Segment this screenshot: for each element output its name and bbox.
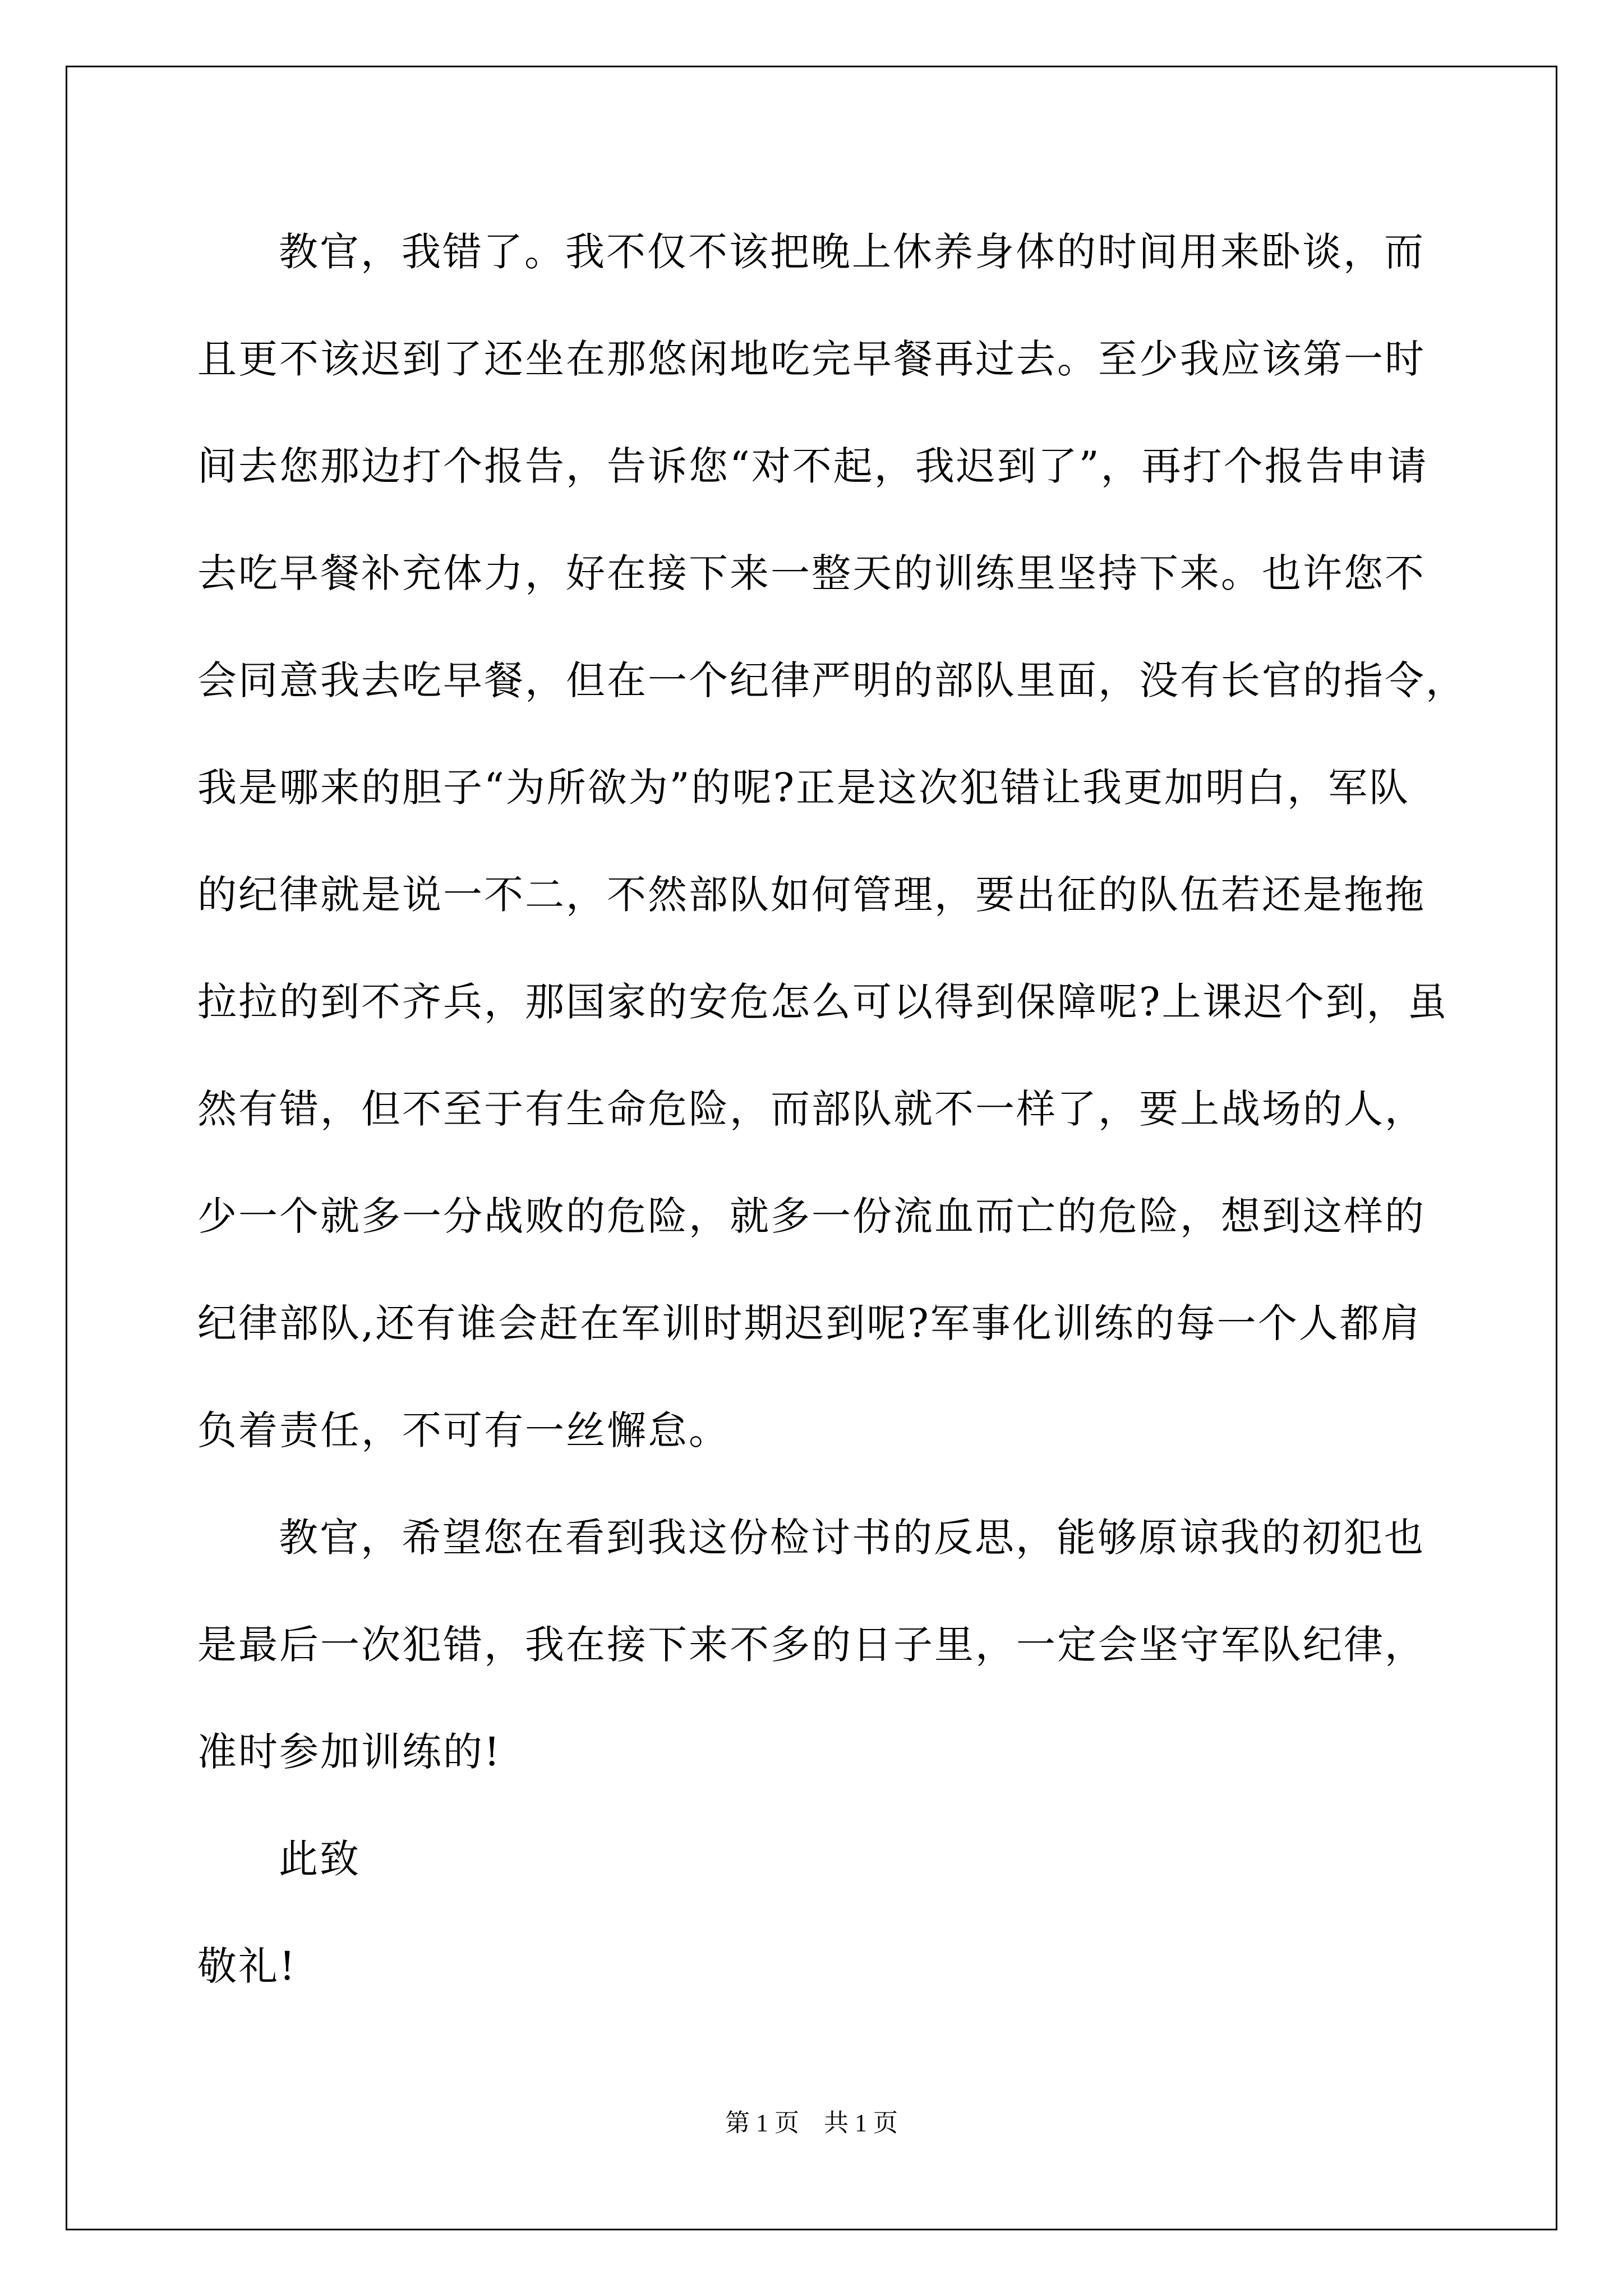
paragraph-1-line-7: 的纪律就是说一不二，不然部队如何管理，要出征的队伍若还是拖拖 (197, 872, 1426, 918)
paragraph-1-line-4: 去吃早餐补充体力，好在接下来一整天的训练里坚持下来。也许您不 (197, 550, 1426, 596)
paragraph-1-line-12: 负着责任，不可有一丝懈怠。 (197, 1407, 730, 1453)
paragraph-1-line-11: 纪律部队,还有谁会赶在军训时期迟到呢?军事化训练的每一个人都肩 (197, 1300, 1422, 1346)
paragraph-1-line-3: 间去您那边打个报告，告诉您“对不起，我迟到了”，再打个报告申请 (197, 443, 1428, 489)
paragraph-1-line-6: 我是哪来的胆子“为所欲为”的呢?正是这次犯错让我更加明白，军队 (197, 765, 1410, 811)
closing-regards: 敬礼! (197, 1943, 297, 1989)
paragraph-1-line-1: 教官，我错了。我不仅不该把晚上休养身体的时间用来卧谈，而 (279, 229, 1425, 275)
paragraph-2-line-1: 教官，希望您在看到我这份检讨书的反思，能够原谅我的初犯也 (279, 1515, 1425, 1561)
paragraph-2-line-2: 是最后一次犯错，我在接下来不多的日子里，一定会坚守军队纪律， (197, 1622, 1426, 1668)
page-number-footer: 第 1 页 共 1 页 (725, 2109, 898, 2137)
closing-salutation: 此致 (279, 1836, 361, 1882)
paragraph-1-line-2: 且更不该迟到了还坐在那悠闲地吃完早餐再过去。至少我应该第一时 (197, 336, 1426, 382)
paragraph-1-line-5: 会同意我去吃早餐，但在一个纪律严明的部队里面，没有长官的指令， (197, 657, 1467, 703)
paragraph-2-line-3: 准时参加训练的! (197, 1729, 502, 1775)
document-body (197, 214, 1467, 2036)
paragraph-1-line-9: 然有错，但不至于有生命危险，而部队就不一样了，要上战场的人， (197, 1086, 1426, 1132)
paragraph-1-line-10: 少一个就多一分战败的危险，就多一份流血而亡的危险，想到这样的 (197, 1193, 1426, 1239)
paragraph-1-line-8: 拉拉的到不齐兵，那国家的安危怎么可以得到保障呢?上课迟个到，虽 (197, 979, 1449, 1025)
